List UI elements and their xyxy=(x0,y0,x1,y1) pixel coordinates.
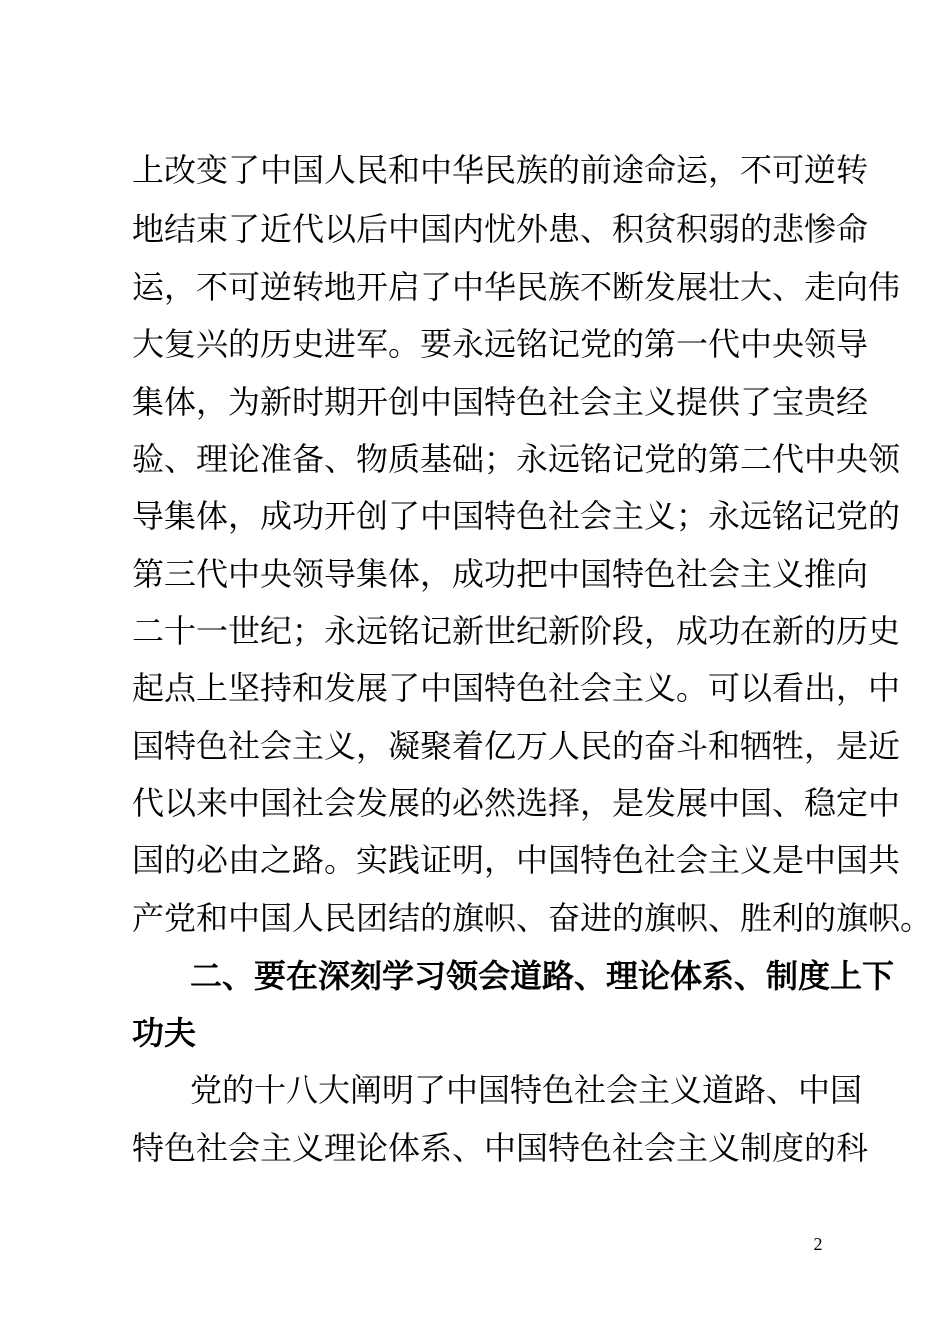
body-line: 特色社会主义理论体系、中国特色社会主义制度的科 xyxy=(132,1129,869,1167)
body-line: 运，不可逆转地开启了中华民族不断发展壮大、走向伟 xyxy=(132,268,901,306)
body-line: 地结束了近代以后中国内忧外患、积贫积弱的悲惨命 xyxy=(132,210,869,248)
body-line: 产党和中国人民团结的旗帜、奋进的旗帜、胜利的旗帜。 xyxy=(132,899,933,937)
section-heading-continuation: 功夫 xyxy=(132,1014,197,1052)
body-line: 起点上坚持和发展了中国特色社会主义。可以看出，中 xyxy=(132,669,901,707)
body-line: 上改变了中国人民和中华民族的前途命运，不可逆转 xyxy=(132,151,869,189)
body-line: 国特色社会主义，凝聚着亿万人民的奋斗和牺牲，是近 xyxy=(132,727,901,765)
body-line: 大复兴的历史进军。要永远铭记党的第一代中央领导 xyxy=(132,325,869,363)
body-line: 导集体，成功开创了中国特色社会主义；永远铭记党的 xyxy=(132,497,901,535)
section-heading: 二、要在深刻学习领会道路、理论体系、制度上下 xyxy=(190,957,895,995)
page-number: 2 xyxy=(813,1234,823,1254)
body-line: 代以来中国社会发展的必然选择，是发展中国、稳定中 xyxy=(132,784,901,822)
body-line: 集体，为新时期开创中国特色社会主义提供了宝贵经 xyxy=(132,383,869,421)
body-line: 二十一世纪；永远铭记新世纪新阶段，成功在新的历史 xyxy=(132,612,901,650)
body-line: 验、理论准备、物质基础；永远铭记党的第二代中央领 xyxy=(132,440,901,478)
body-line: 第三代中央领导集体，成功把中国特色社会主义推向 xyxy=(132,555,869,593)
body-line: 国的必由之路。实践证明，中国特色社会主义是中国共 xyxy=(132,841,901,879)
body-line: 党的十八大阐明了中国特色社会主义道路、中国 xyxy=(190,1071,863,1109)
